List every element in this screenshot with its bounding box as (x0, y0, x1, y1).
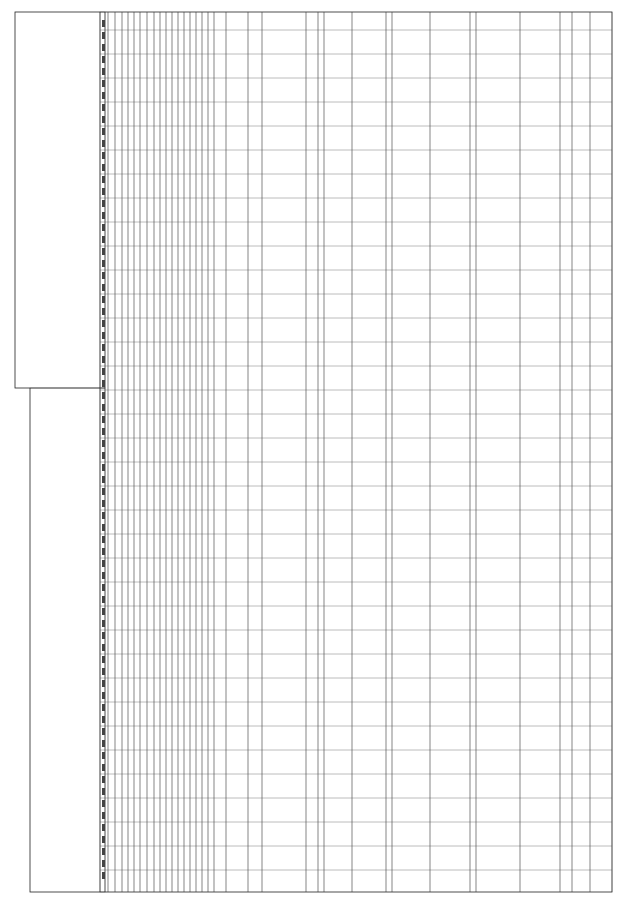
text-mark (102, 308, 105, 315)
text-mark (102, 440, 105, 447)
text-mark (102, 344, 105, 351)
text-mark (102, 536, 105, 543)
text-mark (102, 560, 105, 567)
text-mark (102, 608, 105, 615)
text-mark (102, 32, 105, 39)
text-mark (102, 800, 105, 807)
text-mark (102, 740, 105, 747)
text-mark (102, 92, 105, 99)
text-mark (102, 368, 105, 375)
text-mark (102, 632, 105, 639)
text-mark (102, 764, 105, 771)
text-mark (102, 296, 105, 303)
text-mark (102, 812, 105, 819)
text-mark (102, 476, 105, 483)
text-mark (102, 692, 105, 699)
text-mark (102, 404, 105, 411)
text-mark (102, 188, 105, 195)
text-mark (102, 44, 105, 51)
text-mark (102, 680, 105, 687)
text-mark (102, 704, 105, 711)
text-mark (102, 644, 105, 651)
text-mark (102, 284, 105, 291)
text-mark (102, 236, 105, 243)
text-mark (102, 104, 105, 111)
text-mark (102, 428, 105, 435)
text-mark (102, 572, 105, 579)
text-mark (102, 212, 105, 219)
text-mark (102, 20, 105, 27)
text-mark (102, 332, 105, 339)
text-mark (102, 656, 105, 663)
text-mark (102, 824, 105, 831)
text-mark (102, 164, 105, 171)
text-mark (102, 356, 105, 363)
text-mark (102, 128, 105, 135)
text-mark (102, 788, 105, 795)
text-mark (102, 116, 105, 123)
text-mark (102, 548, 105, 555)
text-mark (102, 452, 105, 459)
text-mark (102, 500, 105, 507)
text-mark (102, 416, 105, 423)
text-mark (102, 620, 105, 627)
text-mark (102, 836, 105, 843)
text-mark (102, 140, 105, 147)
text-mark (102, 320, 105, 327)
text-mark (102, 224, 105, 231)
text-mark (102, 860, 105, 867)
text-mark (102, 80, 105, 87)
text-mark (102, 728, 105, 735)
text-mark (102, 380, 105, 387)
text-mark (102, 248, 105, 255)
text-mark (102, 776, 105, 783)
text-mark (102, 176, 105, 183)
text-mark (102, 848, 105, 855)
text-mark (102, 56, 105, 63)
text-mark (102, 584, 105, 591)
text-mark (102, 524, 105, 531)
text-mark (102, 512, 105, 519)
row-dividers (100, 12, 612, 892)
text-mark (102, 152, 105, 159)
text-mark (102, 716, 105, 723)
text-mark (102, 596, 105, 603)
text-mark (102, 392, 105, 399)
text-mark (102, 464, 105, 471)
column-dividers (100, 30, 612, 870)
text-mark (102, 272, 105, 279)
text-mark (102, 872, 105, 879)
text-mark (102, 488, 105, 495)
text-mark (102, 200, 105, 207)
text-mark (102, 668, 105, 675)
text-mark (102, 68, 105, 75)
text-mark (102, 260, 105, 267)
text-mark (102, 752, 105, 759)
